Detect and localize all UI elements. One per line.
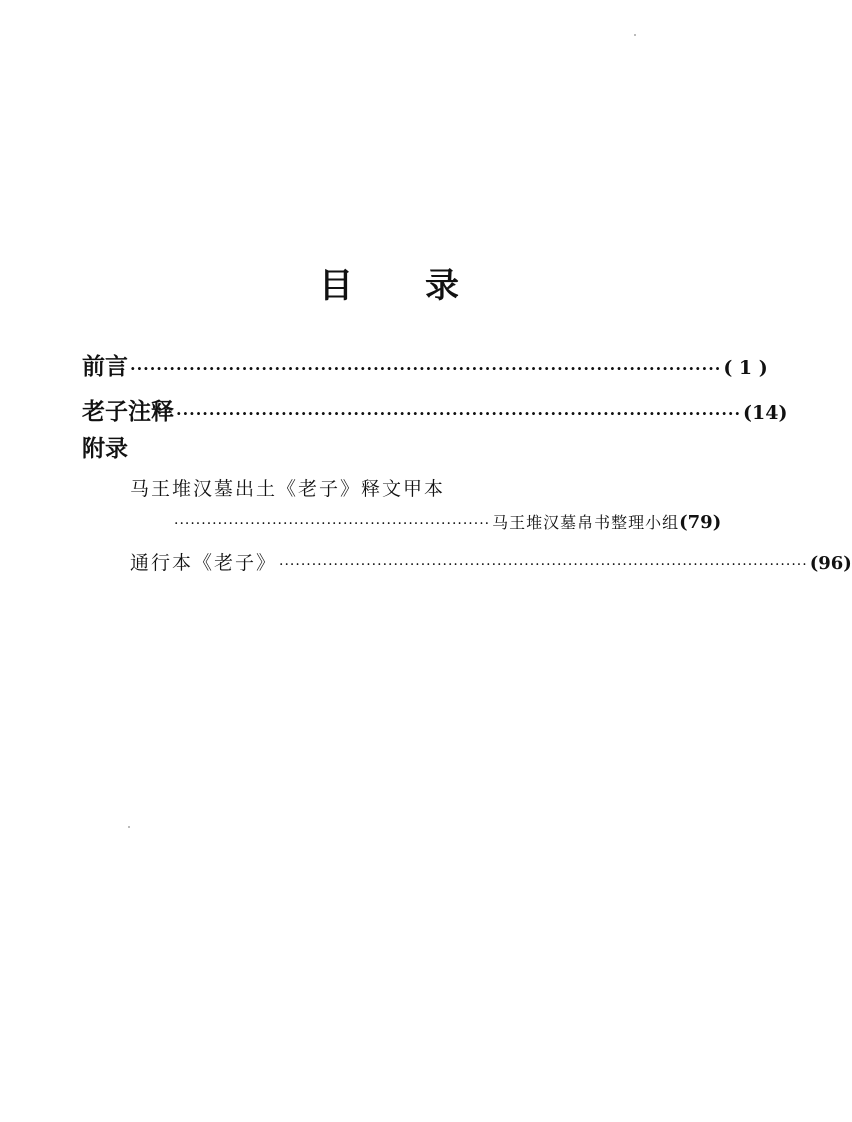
toc-section-appendix: 附录 [82, 435, 128, 462]
toc-entry-mawangdui-title[interactable]: 马王堆汉墓出土《老子》释文甲本 [130, 478, 446, 500]
title-char-1: 目 [319, 266, 353, 306]
leader-dots: ·························································· [174, 516, 491, 532]
author-credit: 马王堆汉墓帛书整理小组 [492, 513, 680, 532]
toc-entry-preface[interactable] [82, 348, 768, 381]
toc-entry-mawangdui[interactable] [174, 510, 722, 533]
page-number: (14) [743, 402, 788, 424]
leader-dots: ·························································································· [130, 359, 722, 378]
scan-speck [634, 34, 636, 36]
scan-speck [128, 826, 130, 828]
page-title [0, 258, 778, 307]
toc-entry-common-edition[interactable] [130, 548, 852, 575]
toc-entry-label: 通行本《老子》 [130, 552, 278, 574]
page-number: ( 1 ) [723, 357, 768, 379]
leader-dots: ······················································································ [176, 404, 742, 423]
leader-dots: ································································································· [279, 557, 808, 573]
toc-entry-label: 前言 [82, 353, 128, 380]
toc-entry-label: 老子注释 [82, 398, 174, 425]
page-number: (79) [679, 512, 722, 533]
title-char-2: 录 [425, 266, 459, 306]
page-number: (96) [809, 553, 852, 574]
toc-entry-notes[interactable] [82, 393, 788, 426]
